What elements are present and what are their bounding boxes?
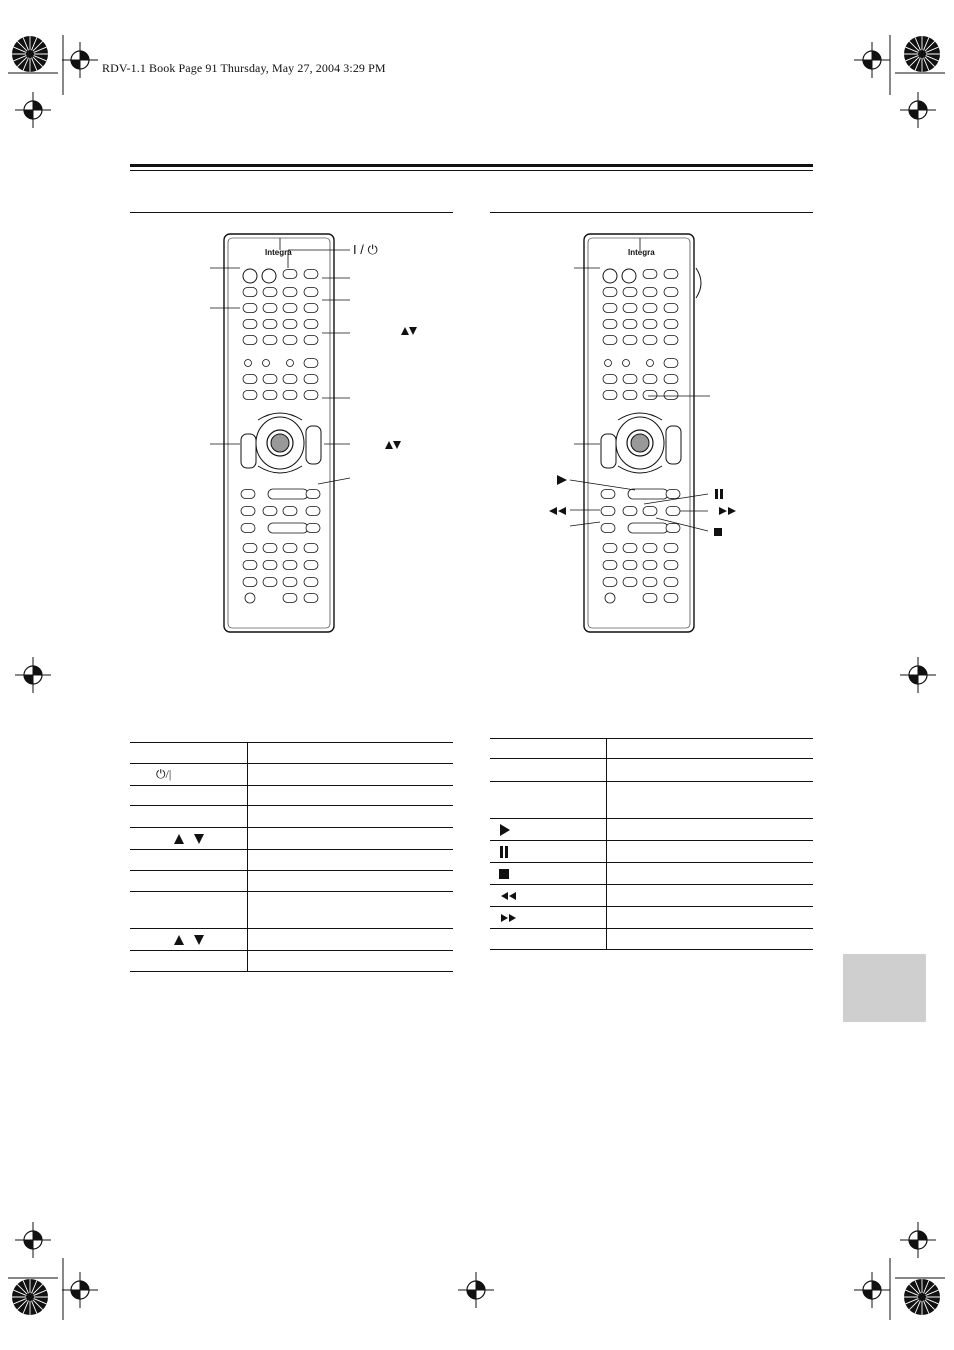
- fast-forward-icon: [718, 507, 738, 515]
- description-cell: [606, 885, 813, 907]
- right-section-rule: [490, 212, 813, 213]
- button-cell: [130, 786, 247, 806]
- description-cell: [247, 786, 453, 806]
- table-row: [490, 885, 813, 907]
- description-cell: [606, 841, 813, 863]
- button-cell: [130, 850, 247, 871]
- pause-icon: [714, 489, 724, 499]
- power-callout: I / ⏻: [353, 242, 378, 257]
- table-row: [130, 929, 453, 951]
- table-row: [490, 819, 813, 841]
- button-cell: [490, 782, 606, 819]
- button-cell: [490, 885, 606, 907]
- up-down-arrows-icon: [166, 833, 210, 845]
- description-cell: [606, 819, 813, 841]
- button-cell: [130, 929, 247, 951]
- button-cell: [490, 759, 606, 782]
- button-cell: [130, 806, 247, 828]
- stop-icon: [498, 868, 510, 880]
- description-cell: [606, 907, 813, 929]
- description-cell: [606, 863, 813, 885]
- table-row: [130, 743, 453, 764]
- title-rule: [130, 164, 813, 167]
- button-cell: [130, 743, 247, 764]
- table-row: [130, 850, 453, 871]
- up-down-arrows-icon: [400, 326, 418, 336]
- description-cell: [606, 759, 813, 782]
- button-cell: [490, 819, 606, 841]
- description-cell: [606, 739, 813, 759]
- button-cell: [130, 892, 247, 929]
- stop-icon: [714, 528, 723, 537]
- play-icon: [556, 475, 568, 485]
- description-cell: [606, 782, 813, 819]
- rewind-icon: [498, 891, 518, 901]
- table-row: [490, 841, 813, 863]
- table-row: [130, 951, 453, 972]
- table-row: [130, 892, 453, 929]
- table-row: [490, 929, 813, 950]
- button-cell: [490, 907, 606, 929]
- button-cell: [130, 764, 247, 786]
- table-row: [490, 782, 813, 819]
- description-cell: [247, 850, 453, 871]
- table-row: [130, 786, 453, 806]
- description-cell: [247, 828, 453, 850]
- button-cell: [490, 841, 606, 863]
- table-row: [130, 764, 453, 786]
- right-remote-illustration: [560, 228, 890, 638]
- left-function-table: [130, 742, 453, 972]
- rewind-icon: [548, 507, 568, 515]
- description-cell: [247, 929, 453, 951]
- title-rule-thin: [130, 170, 813, 171]
- left-remote-brand: Integra: [265, 248, 292, 257]
- left-section-rule: [130, 212, 453, 213]
- button-cell: [490, 739, 606, 759]
- description-cell: [247, 764, 453, 786]
- description-cell: [247, 806, 453, 828]
- table-row: [490, 759, 813, 782]
- table-row: [490, 907, 813, 929]
- description-cell: [247, 951, 453, 972]
- left-remote-illustration: [200, 228, 530, 638]
- play-icon: [498, 824, 512, 836]
- description-cell: [606, 929, 813, 950]
- button-cell: [130, 828, 247, 850]
- section-tab: [843, 954, 926, 1022]
- button-cell: [490, 929, 606, 950]
- up-down-arrows-icon: [384, 440, 402, 450]
- table-row: [490, 739, 813, 759]
- fast-forward-icon: [498, 913, 518, 923]
- table-row: [130, 806, 453, 828]
- pause-icon: [498, 846, 510, 858]
- print-header: RDV-1.1 Book Page 91 Thursday, May 27, 2004 3:29 PM: [102, 61, 386, 75]
- up-down-arrows-icon: [166, 934, 210, 946]
- description-cell: [247, 871, 453, 892]
- button-cell: [490, 863, 606, 885]
- description-cell: [247, 743, 453, 764]
- right-remote-brand: Integra: [628, 248, 655, 257]
- table-row: [490, 863, 813, 885]
- description-cell: [247, 892, 453, 929]
- right-function-table: [490, 738, 813, 950]
- button-cell: [130, 871, 247, 892]
- table-row: [130, 871, 453, 892]
- power-symbol-label: ⏻/|: [156, 767, 172, 781]
- button-cell: [130, 951, 247, 972]
- table-row: [130, 828, 453, 850]
